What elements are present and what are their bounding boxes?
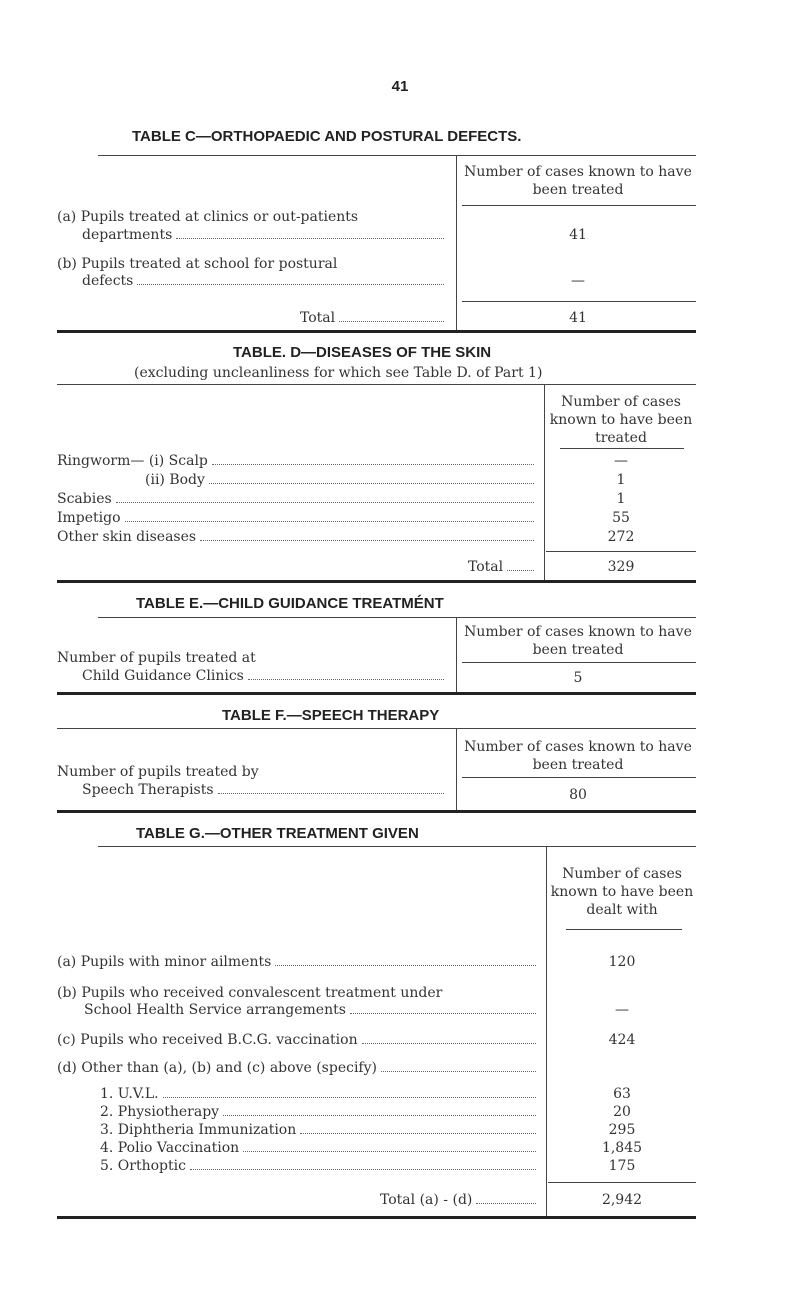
table-e-top-rule <box>98 617 696 618</box>
table-d-total-value: 329 <box>607 559 635 575</box>
table-g-total-rule <box>548 1182 696 1183</box>
table-c-total-rule <box>462 301 696 302</box>
table-d-row-1-value: 1 <box>616 472 626 488</box>
table-d-row-3: Impetigo <box>57 510 538 526</box>
table-c-row-b-value: — <box>571 273 585 289</box>
table-g-sub-row-3-value: 1,845 <box>601 1140 643 1156</box>
table-d-row-4-value: 272 <box>607 529 635 545</box>
table-d-title: TABLE. D—DISEASES OF THE SKIN <box>233 344 492 361</box>
table-g-bottom-rule <box>57 1216 696 1219</box>
table-g-row-a: (a) Pupils with minor ailments <box>57 954 540 970</box>
table-e-bottom-rule <box>57 692 696 695</box>
table-e-label-line1: Number of pupils treated at <box>57 650 256 666</box>
table-g-title: TABLE G.—OTHER TREATMENT GIVEN <box>136 825 419 842</box>
table-g-sub-row-4-value: 175 <box>608 1158 636 1174</box>
table-d-top-rule <box>57 384 696 385</box>
table-c-top-rule <box>98 155 696 156</box>
table-g-row-c-value: 424 <box>608 1032 636 1048</box>
table-f-column-divider <box>456 728 457 810</box>
table-g-row-b-line1: (b) Pupils who received convalescent treatment under <box>57 985 443 1001</box>
table-g-header: Number of cases known to have been dealt with <box>550 866 694 918</box>
table-d-total-rule <box>546 551 696 552</box>
table-d-row-1: (ii) Body <box>145 472 538 488</box>
table-f-bottom-rule <box>57 810 696 813</box>
table-g-sub-row-4: 5. Orthoptic <box>100 1158 540 1174</box>
table-e-header: Number of cases known to have been treated <box>464 624 692 658</box>
table-d-header: Number of cases known to have been treated <box>549 394 693 446</box>
table-g-header-rule <box>566 929 682 930</box>
table-c-header-rule <box>462 205 696 206</box>
table-d-total-label: Total <box>468 559 538 575</box>
table-g-sub-row-1: 2. Physiotherapy <box>100 1104 540 1120</box>
table-d-bottom-rule <box>57 580 696 583</box>
table-d-row-0: Ringworm— (i) Scalp <box>57 453 538 469</box>
table-c-row-b-line1: (b) Pupils treated at school for postural <box>57 256 338 272</box>
table-c-header: Number of cases known to have been treated <box>464 164 692 198</box>
table-c-total-label: Total <box>300 310 448 326</box>
table-c-row-b-line2: defects <box>82 273 448 289</box>
table-d-row-2-value: 1 <box>616 491 626 507</box>
table-g-sub-row-1-value: 20 <box>613 1104 631 1120</box>
table-g-row-c: (c) Pupils who received B.C.G. vaccination <box>57 1032 540 1048</box>
table-e-label-line2: Child Guidance Clinics <box>82 668 448 684</box>
table-g-total-divider <box>546 1182 547 1216</box>
table-f-title: TABLE F.—SPEECH THERAPY <box>222 707 440 724</box>
table-g-top-rule <box>98 846 696 847</box>
table-f-top-rule <box>57 728 696 729</box>
table-e-header-rule <box>462 662 696 663</box>
table-f-label-line1: Number of pupils treated by <box>57 764 259 780</box>
table-g-total-value: 2,942 <box>601 1192 643 1208</box>
table-c-title: TABLE C—ORTHOPAEDIC AND POSTURAL DEFECTS. <box>132 128 522 145</box>
table-g-sub-row-2: 3. Diphtheria Immunization <box>100 1122 540 1138</box>
table-g-sub-row-2-value: 295 <box>608 1122 636 1138</box>
table-d-row-0-value: — <box>614 453 628 469</box>
table-d-row-2: Scabies <box>57 491 538 507</box>
table-c-row-a-line1: (a) Pupils treated at clinics or out-patients <box>57 209 359 225</box>
table-g-total-label: Total (a) - (d) <box>380 1192 540 1208</box>
table-g-row-b-line2: School Health Service arrangements <box>84 1002 540 1018</box>
table-d-row-4: Other skin diseases <box>57 529 538 545</box>
table-g-sub-row-0: 1. U.V.L. <box>100 1086 540 1102</box>
page-number: 41 <box>391 78 409 95</box>
table-g-sub-row-0-value: 63 <box>613 1086 631 1102</box>
table-g-column-divider <box>546 846 547 1184</box>
table-e-column-divider <box>456 617 457 692</box>
table-g-sub-row-3: 4. Polio Vaccination <box>100 1140 540 1156</box>
table-c-total-value: 41 <box>569 310 587 326</box>
table-c-row-a-value: 41 <box>569 227 587 243</box>
table-d-row-3-value: 55 <box>612 510 630 526</box>
table-f-label-line2: Speech Therapists <box>82 782 448 798</box>
table-d-column-divider <box>544 384 545 580</box>
table-e-value: 5 <box>573 670 583 686</box>
table-c-column-divider <box>456 155 457 330</box>
table-g-row-a-value: 120 <box>608 954 636 970</box>
table-f-header: Number of cases known to have been treated <box>464 739 692 773</box>
table-d-subtitle: (excluding uncleanliness for which see Table D. of Part 1) <box>134 365 543 381</box>
table-e-title: TABLE E.—CHILD GUIDANCE TREATMÉNT <box>136 595 444 612</box>
table-c-bottom-rule <box>57 330 696 333</box>
table-f-value: 80 <box>569 787 587 803</box>
table-d-header-rule <box>560 448 684 449</box>
table-g-row-b-value: — <box>615 1002 629 1018</box>
table-f-header-rule <box>462 777 696 778</box>
table-c-row-a-line2: departments <box>82 227 448 243</box>
table-g-row-d: (d) Other than (a), (b) and (c) above (specify) <box>57 1060 540 1076</box>
